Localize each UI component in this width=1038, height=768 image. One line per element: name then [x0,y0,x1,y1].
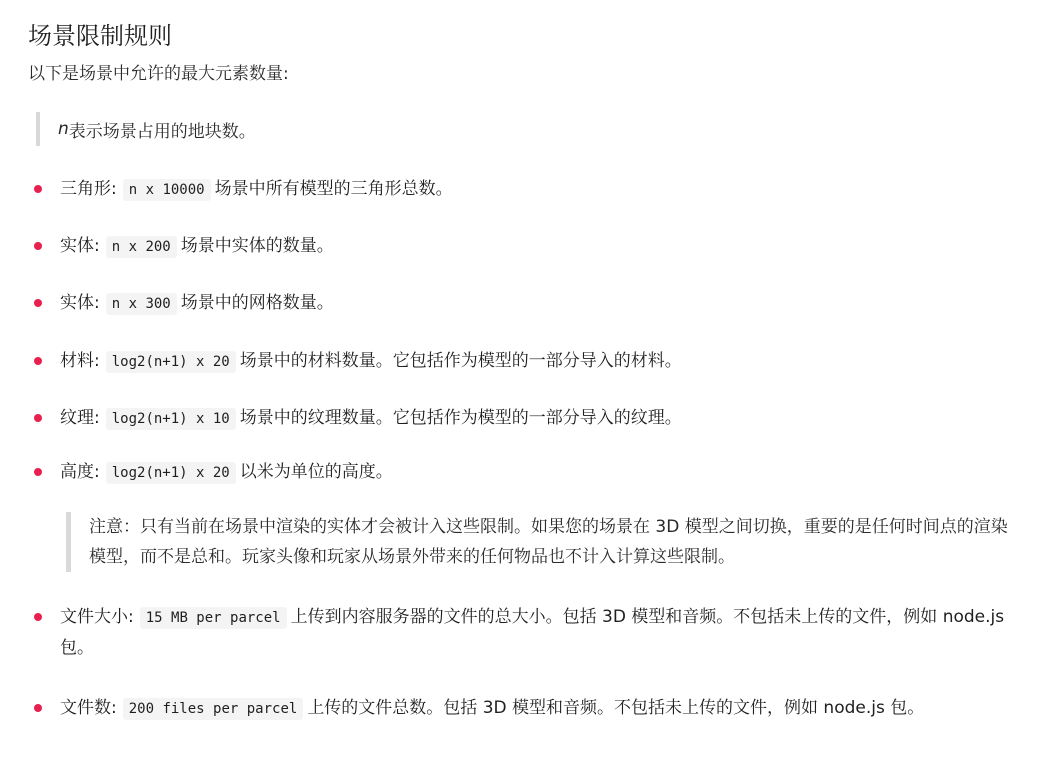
item-desc: 以米为单位的高度。 [239,462,393,482]
bullet-icon [34,613,42,621]
list-item [30,602,1020,663]
quote-variable: n [58,119,69,139]
item-label: 文件数: [60,698,117,718]
bullet-icon [34,242,42,250]
page-title: 场景限制规则 [28,22,172,50]
item-desc: 上传的文件总数。包括 3D 模型和音频。不包括未上传的文件，例如 node.js 包。 [307,698,925,718]
bullet-icon [34,299,42,307]
bullet-icon [34,185,42,193]
item-label: 三角形: [60,179,117,199]
item-desc: 场景中的材料数量。它包括作为模型的一部分导入的材料。 [239,351,682,371]
intro-text: 以下是场景中允许的最大元素数量: [28,64,289,84]
item-label: 文件大小: [60,607,134,627]
note-quote: 注意：只有当前在场景中渲染的实体才会被计入这些限制。如果您的场景在 3D 模型之间切换，重要的是任何时间点的渲染模型，而不是总和。玩家头像和玩家从场景外带来的任何物品也不计入计算这些限制。 [66,512,1019,572]
item-code: n x 200 [106,236,177,258]
item-label: 实体: [60,293,100,313]
item-code: log2(n+1) x 20 [106,351,236,373]
item-code: log2(n+1) x 20 [106,462,236,484]
item-desc: 场景中实体的数量。 [180,236,334,256]
item-label: 纹理: [60,408,100,428]
item-label: 实体: [60,236,100,256]
bullet-icon [34,357,42,365]
quote-text: 表示场景占用的地块数。 [68,121,256,142]
list-item [30,174,1020,205]
item-code: n x 10000 [123,179,211,201]
item-code: n x 300 [106,293,177,315]
item-desc: 场景中的纹理数量。它包括作为模型的一部分导入的纹理。 [239,408,682,428]
list-item [30,231,1020,262]
list-item [30,457,1020,488]
list-item [30,403,1020,434]
item-desc: 场景中所有模型的三角形总数。 [214,179,453,199]
item-code: 15 MB per parcel [140,607,287,629]
item-desc: 场景中的网格数量。 [180,293,334,313]
bullet-icon [34,704,42,712]
definition-quote [36,112,256,146]
item-code: log2(n+1) x 10 [106,408,236,430]
bullet-icon [34,414,42,422]
bullet-icon [34,468,42,476]
list-item [30,288,1020,319]
list-item [30,346,1020,377]
item-desc: 上传到内容服务器的文件的总大小。包括 3D 模型和音频。不包括未上传的文件，例如 node.js 包。 [60,607,1005,658]
list-item [30,693,1020,724]
item-label: 高度: [60,462,100,482]
item-label: 材料: [60,351,100,371]
item-code: 200 files per parcel [123,698,304,720]
